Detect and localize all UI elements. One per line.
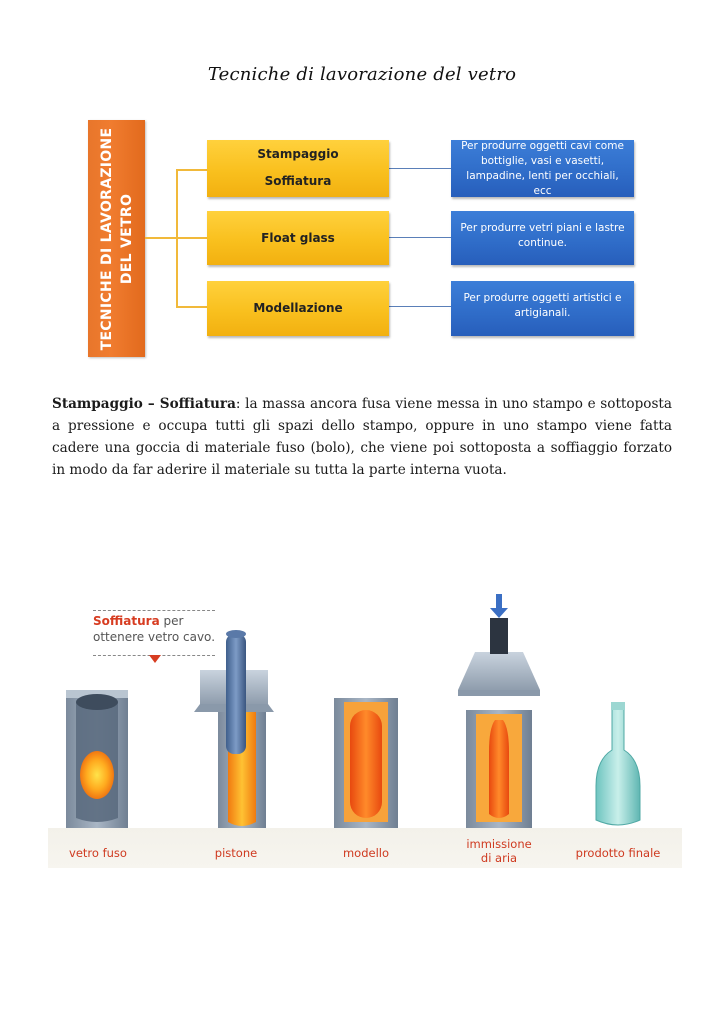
link-line-2 (389, 237, 451, 238)
description-text: Per produrre oggetti artistici e artigianali. (463, 292, 622, 319)
step-2-drawing (194, 630, 274, 830)
step-label-modello: modello (342, 846, 390, 860)
paragraph-text: : la massa ancora fusa viene messa in uno stampo e sottoposta a pressione e occupa tutti gli spazi dello stampo, oppure in uno stampo viene fatta cadere una goccia di materiale fuso (bolo), che viene poi sottoposta a soffiaggio forzato in modo da far aderire il materiale su tutta la parte interna vuota. (52, 396, 672, 478)
step-label-line2: di aria (480, 851, 518, 865)
technique-label: Modellazione (253, 301, 343, 315)
callout-highlight: Soffiatura (93, 614, 160, 628)
description-box-3 (451, 281, 634, 336)
connector-branch-1 (176, 169, 207, 171)
callout-text-1: per (159, 614, 184, 628)
blowing-process-illustration (48, 590, 684, 872)
step-5-drawing (596, 702, 640, 825)
step-label-prodotto-finale: prodotto finale (575, 846, 661, 860)
step-3-drawing (334, 698, 398, 830)
link-line-1 (389, 168, 451, 169)
technique-label: Stampaggio (257, 147, 339, 161)
step-1-drawing (66, 690, 128, 830)
step-label-line1: immissione (466, 837, 532, 851)
description-text: Per produrre oggetti cavi come bottiglie, vasi e vasetti, lampadine, lenti per occhiali, ecc (461, 139, 624, 197)
connector-branch-2 (176, 237, 207, 239)
callout-line-1 (93, 613, 215, 629)
step-label-immissione-aria (456, 837, 542, 865)
body-paragraph (52, 393, 672, 481)
paragraph-term: Stampaggio – Soffiatura (52, 396, 236, 412)
callout-box (93, 610, 215, 656)
connector-root (145, 237, 176, 239)
root-label-line1: TECNICHE DI LAVORAZIONE (98, 127, 115, 350)
callout-pointer-icon (149, 655, 161, 663)
diagram-root-box (88, 120, 145, 357)
description-box-2 (451, 211, 634, 265)
step-label-pistone: pistone (214, 846, 258, 860)
connector-branch-3 (176, 306, 207, 308)
technique-float-glass (207, 211, 389, 265)
technique-label: Float glass (261, 231, 335, 245)
technique-stampaggio-soffiatura (207, 140, 389, 197)
technique-modellazione (207, 281, 389, 336)
description-text: Per produrre vetri piani e lastre continue. (460, 222, 625, 249)
step-label-vetro-fuso: vetro fuso (69, 846, 127, 860)
technique-label-2: Soffiatura (264, 174, 332, 188)
page-title: Tecniche di lavorazione del vetro (207, 64, 517, 85)
description-box-1 (451, 140, 634, 197)
link-line-3 (389, 306, 451, 307)
diagram-root-label (97, 124, 137, 354)
root-label-line2: DEL VETRO (118, 193, 135, 284)
callout-text-2: ottenere vetro cavo. (93, 630, 216, 644)
step-4-drawing (458, 594, 540, 830)
